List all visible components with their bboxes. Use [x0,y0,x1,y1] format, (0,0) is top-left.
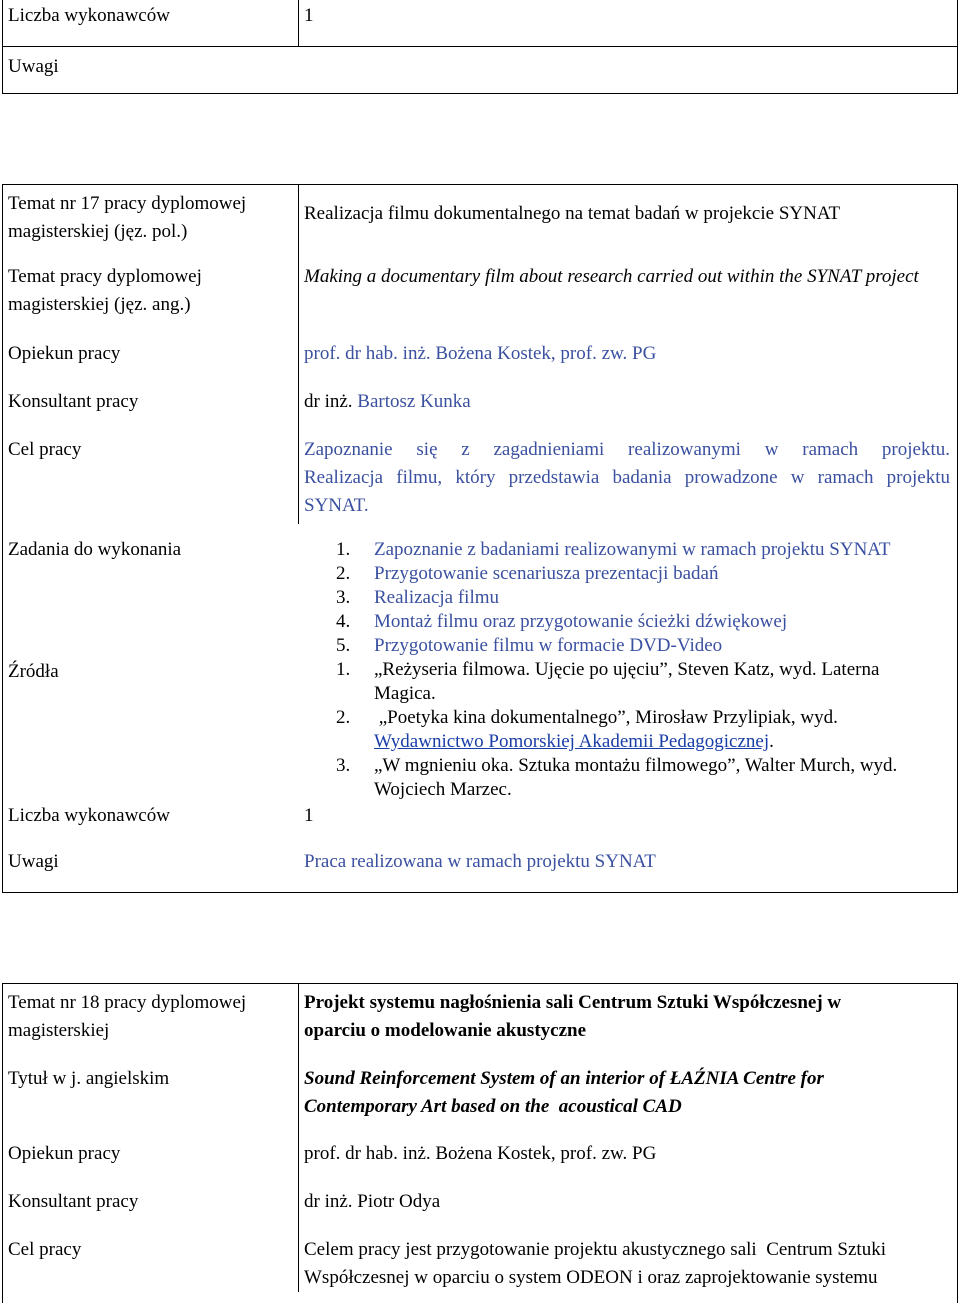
notes-label: Uwagi [8,851,59,872]
list-item: 1. Zapoznanie z badaniami realizowanymi w ramach projektu SYNAT [336,539,891,560]
topic-label: Temat nr 18 pracy dyplomowej magisterskiej [8,992,247,1041]
consultant-value [304,388,950,416]
goal-label: Cel pracy [8,1239,82,1260]
notes-label: Uwagi [8,56,59,77]
goal-line-3: SYNAT. [304,495,369,516]
row-supervisor [2,1134,958,1182]
list-item-continuation: Magica. [374,683,436,704]
thesis-16-table [2,0,958,94]
row-topic-en [2,257,958,332]
list-item-continuation: Wydawnictwo Pomorskiej Akademii Pedagogicznej. [374,731,774,752]
goal-line-2: Realizacja filmu, który przedstawia badania prowadzone w ramach projektu [304,467,950,488]
supervisor-label: Opiekun pracy [8,1143,121,1164]
consultant-value: dr inż. Piotr Odya [304,1191,441,1212]
topic-pl-label: Temat nr 17 pracy dyplomowej magisterskiej (jęz. pol.) [8,193,247,242]
thesis-18-table [2,983,958,1292]
tasks-label: Zadania do wykonania [8,539,182,560]
topic-en-value: Making a documentary film about research carried out within the SYNAT project [304,266,919,287]
count-label: Liczba wykonawców [8,5,170,26]
consultant-title: dr inż. [304,391,358,412]
topic-value: Projekt systemu nagłośnienia sali Centrum Sztuki Współczesnej w oparciu o modelowanie akustyczne [304,992,842,1041]
topic-en-label: Temat pracy dyplomowej magisterskiej (jęz. ang.) [8,266,202,315]
row-consultant [2,382,958,430]
title-en-label: Tytuł w j. angielskim [8,1068,170,1089]
publisher-link[interactable]: Wydawnictwo Pomorskiej Akademii Pedagogicznej [374,731,770,752]
count-label: Liczba wykonawców [8,805,170,826]
row-topic-pl [2,184,958,242]
row-consultant [2,1182,958,1230]
list-item: 2. „Poetyka kina dokumentalnego”, Mirosław Przylipiak, wyd. [336,707,838,728]
supervisor-value: prof. dr hab. inż. Bożena Kostek, prof. zw. PG [304,1143,657,1164]
consultant-name: Bartosz Kunka [357,391,471,412]
supervisor-value: prof. dr hab. inż. Bożena Kostek, prof. zw. PG [304,343,657,364]
topic-pl-value: Realizacja filmu dokumentalnego na temat badań w projekcie SYNAT [304,203,841,224]
list-item: 3. „W mgnieniu oka. Sztuka montażu filmowego”, Walter Murch, wyd. [336,755,898,776]
list-item: 2. Przygotowanie scenariusza prezentacji badań [336,563,719,584]
row-topic [2,983,958,1055]
consultant-label: Konsultant pracy [8,1191,139,1212]
thesis-17-table [2,184,958,893]
row-goal [2,1230,958,1292]
title-en-value: Sound Reinforcement System of an interior of ŁAŹNIA Centre for Contemporary Art based on the acoustical CAD [304,1068,829,1117]
sources-label: Źródła [8,661,59,682]
row-goal [2,430,958,526]
goal-value: Celem pracy jest przygotowanie projektu akustycznego sali Centrum Sztuki Współczesnej w oparciu o system ODEON i oraz zaprojektowanie systemu [304,1239,891,1288]
list-item: 5. Przygotowanie filmu w formacie DVD-Video [336,635,723,656]
row-supervisor [2,334,958,382]
list-item: 3. Realizacja filmu [336,587,500,608]
tasks-list [304,538,954,658]
list-item: 1. „Reżyseria filmowa. Ujęcie po ujęciu”, Steven Katz, wyd. Laterna [336,659,880,680]
goal-label: Cel pracy [8,439,82,460]
row-count [2,0,958,46]
goal-line-1: Zapoznanie się z zagadnieniami realizowanymi w ramach projektu. [304,439,950,460]
sources-list [304,658,954,802]
goal-value [304,436,950,520]
supervisor-label: Opiekun pracy [8,343,121,364]
row-title-en [2,1059,958,1132]
list-item-continuation: Wojciech Marzec. [374,779,512,800]
list-item: 4. Montaż filmu oraz przygotowanie ścieżki dźwiękowej [336,611,788,632]
notes-value: Praca realizowana w ramach projektu SYNAT [304,851,656,872]
consultant-label: Konsultant pracy [8,391,139,412]
count-value: 1 [304,805,314,826]
row-notes [2,46,958,94]
count-value: 1 [304,5,314,26]
